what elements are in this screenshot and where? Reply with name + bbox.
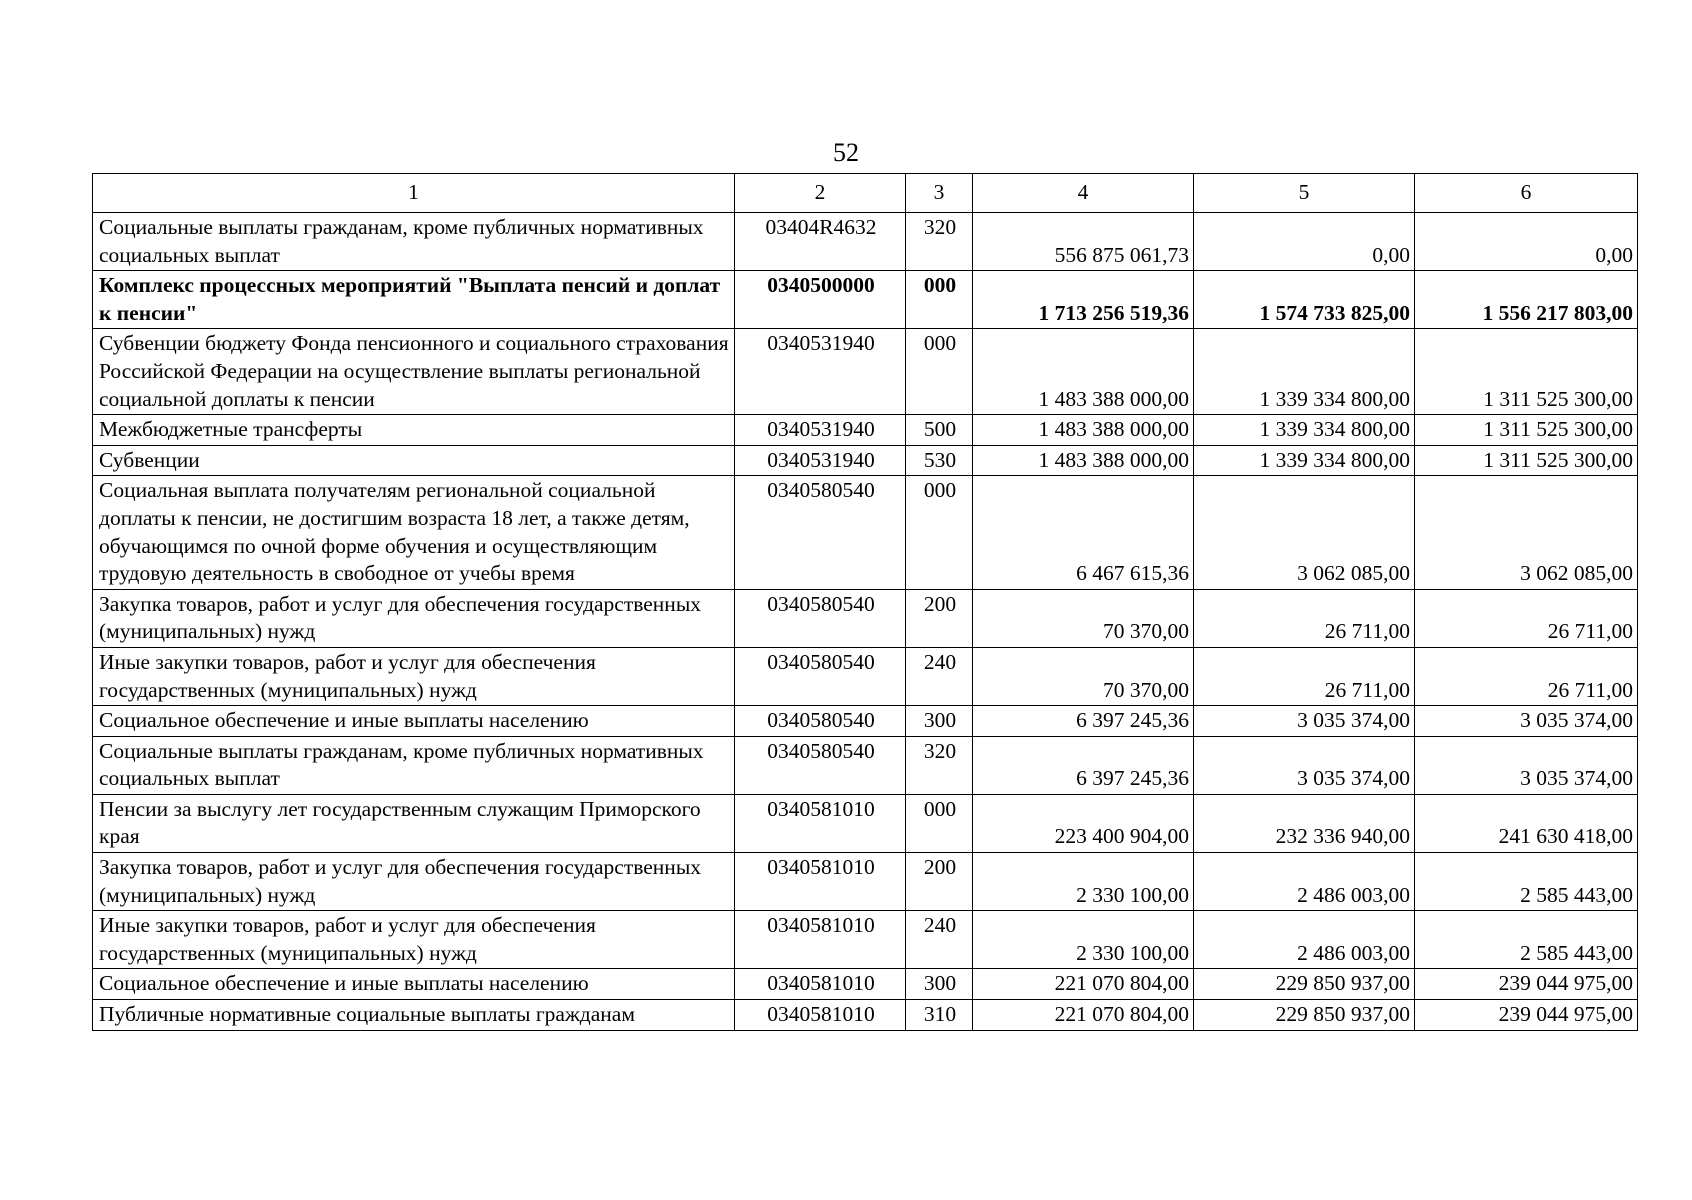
row-name: Социальное обеспечение и иные выплаты населению [93, 969, 735, 1000]
expense-type: 300 [906, 969, 973, 1000]
amount-col5: 3 035 374,00 [1194, 736, 1415, 794]
column-header: 3 [906, 174, 973, 213]
header-row [93, 174, 1638, 213]
target-code: 0340531940 [735, 329, 906, 415]
target-code: 0340531940 [735, 415, 906, 446]
row-name: Субвенции [93, 445, 735, 476]
amount-col5: 2 486 003,00 [1194, 911, 1415, 969]
target-code: 0340580540 [735, 589, 906, 647]
amount-col6: 1 311 525 300,00 [1415, 445, 1638, 476]
table-row [93, 647, 1638, 705]
table-row [93, 911, 1638, 969]
target-code: 0340581010 [735, 1000, 906, 1031]
amount-col6: 3 035 374,00 [1415, 706, 1638, 737]
column-header: 5 [1194, 174, 1415, 213]
expense-type: 000 [906, 476, 973, 589]
expense-type: 200 [906, 589, 973, 647]
target-code: 0340580540 [735, 736, 906, 794]
row-name: Социальное обеспечение и иные выплаты населению [93, 706, 735, 737]
amount-col6: 3 035 374,00 [1415, 736, 1638, 794]
table-row [93, 1000, 1638, 1031]
expense-type: 200 [906, 853, 973, 911]
amount-col5: 0,00 [1194, 213, 1415, 271]
column-header: 2 [735, 174, 906, 213]
table-row [93, 794, 1638, 852]
amount-col5: 3 035 374,00 [1194, 706, 1415, 737]
target-code: 0340531940 [735, 445, 906, 476]
column-header: 6 [1415, 174, 1638, 213]
amount-col4: 556 875 061,73 [973, 213, 1194, 271]
amount-col4: 1 483 388 000,00 [973, 415, 1194, 446]
amount-col6: 0,00 [1415, 213, 1638, 271]
amount-col6: 26 711,00 [1415, 589, 1638, 647]
table-row [93, 969, 1638, 1000]
amount-col6: 241 630 418,00 [1415, 794, 1638, 852]
amount-col5: 1 574 733 825,00 [1194, 271, 1415, 329]
amount-col5: 2 486 003,00 [1194, 853, 1415, 911]
table-row [93, 853, 1638, 911]
row-name: Закупка товаров, работ и услуг для обеспечения государственных (муниципальных) нужд [93, 589, 735, 647]
expense-type: 500 [906, 415, 973, 446]
amount-col6: 1 556 217 803,00 [1415, 271, 1638, 329]
amount-col5: 3 062 085,00 [1194, 476, 1415, 589]
amount-col5: 26 711,00 [1194, 589, 1415, 647]
amount-col6: 26 711,00 [1415, 647, 1638, 705]
table-row [93, 213, 1638, 271]
amount-col5: 1 339 334 800,00 [1194, 445, 1415, 476]
row-name: Пенсии за выслугу лет государственным служащим Приморского края [93, 794, 735, 852]
amount-col6: 1 311 525 300,00 [1415, 329, 1638, 415]
row-name: Социальные выплаты гражданам, кроме публичных нормативных социальных выплат [93, 736, 735, 794]
amount-col4: 223 400 904,00 [973, 794, 1194, 852]
target-code: 0340581010 [735, 794, 906, 852]
target-code: 0340580540 [735, 476, 906, 589]
row-name: Социальная выплата получателям региональной социальной доплаты к пенсии, не достигшим возраста 18 лет, а также детям, обучающимся по очной форме обучения и осуществляющим трудовую деятельность в свободное от учебы время [93, 476, 735, 589]
amount-col4: 70 370,00 [973, 647, 1194, 705]
amount-col5: 232 336 940,00 [1194, 794, 1415, 852]
amount-col6: 239 044 975,00 [1415, 969, 1638, 1000]
table-row [93, 706, 1638, 737]
budget-table [92, 173, 1638, 1031]
row-name: Межбюджетные трансферты [93, 415, 735, 446]
table-row [93, 736, 1638, 794]
table-row [93, 445, 1638, 476]
expense-type: 240 [906, 911, 973, 969]
expense-type: 000 [906, 794, 973, 852]
amount-col6: 2 585 443,00 [1415, 911, 1638, 969]
row-name: Комплекс процессных мероприятий "Выплата пенсий и доплат к пенсии" [93, 271, 735, 329]
expense-type: 240 [906, 647, 973, 705]
target-code: 0340581010 [735, 853, 906, 911]
target-code: 0340581010 [735, 911, 906, 969]
table-row [93, 271, 1638, 329]
page-number: 52 [833, 138, 859, 167]
expense-type: 000 [906, 271, 973, 329]
expense-type: 000 [906, 329, 973, 415]
amount-col6: 3 062 085,00 [1415, 476, 1638, 589]
table-row [93, 589, 1638, 647]
row-name: Субвенции бюджету Фонда пенсионного и социального страхования Российской Федерации на осуществление выплаты региональной социальной доплаты к пенсии [93, 329, 735, 415]
amount-col4: 1 483 388 000,00 [973, 329, 1194, 415]
amount-col6: 239 044 975,00 [1415, 1000, 1638, 1031]
amount-col6: 2 585 443,00 [1415, 853, 1638, 911]
amount-col4: 6 397 245,36 [973, 736, 1194, 794]
amount-col4: 6 397 245,36 [973, 706, 1194, 737]
expense-type: 530 [906, 445, 973, 476]
amount-col5: 229 850 937,00 [1194, 1000, 1415, 1031]
amount-col5: 229 850 937,00 [1194, 969, 1415, 1000]
target-code: 0340580540 [735, 647, 906, 705]
table-row [93, 476, 1638, 589]
amount-col5: 26 711,00 [1194, 647, 1415, 705]
row-name: Публичные нормативные социальные выплаты гражданам [93, 1000, 735, 1031]
column-header: 1 [93, 174, 735, 213]
amount-col4: 221 070 804,00 [973, 1000, 1194, 1031]
table-row [93, 415, 1638, 446]
expense-type: 310 [906, 1000, 973, 1031]
amount-col4: 1 483 388 000,00 [973, 445, 1194, 476]
target-code: 0340580540 [735, 706, 906, 737]
column-header: 4 [973, 174, 1194, 213]
amount-col4: 1 713 256 519,36 [973, 271, 1194, 329]
amount-col4: 221 070 804,00 [973, 969, 1194, 1000]
row-name: Иные закупки товаров, работ и услуг для обеспечения государственных (муниципальных) нужд [93, 911, 735, 969]
amount-col4: 70 370,00 [973, 589, 1194, 647]
target-code: 03404R4632 [735, 213, 906, 271]
amount-col4: 2 330 100,00 [973, 911, 1194, 969]
amount-col5: 1 339 334 800,00 [1194, 415, 1415, 446]
target-code: 0340500000 [735, 271, 906, 329]
expense-type: 320 [906, 736, 973, 794]
amount-col6: 1 311 525 300,00 [1415, 415, 1638, 446]
amount-col4: 6 467 615,36 [973, 476, 1194, 589]
expense-type: 300 [906, 706, 973, 737]
amount-col4: 2 330 100,00 [973, 853, 1194, 911]
expense-type: 320 [906, 213, 973, 271]
amount-col5: 1 339 334 800,00 [1194, 329, 1415, 415]
target-code: 0340581010 [735, 969, 906, 1000]
row-name: Закупка товаров, работ и услуг для обеспечения государственных (муниципальных) нужд [93, 853, 735, 911]
row-name: Социальные выплаты гражданам, кроме публичных нормативных социальных выплат [93, 213, 735, 271]
table-row [93, 329, 1638, 415]
row-name: Иные закупки товаров, работ и услуг для обеспечения государственных (муниципальных) нужд [93, 647, 735, 705]
